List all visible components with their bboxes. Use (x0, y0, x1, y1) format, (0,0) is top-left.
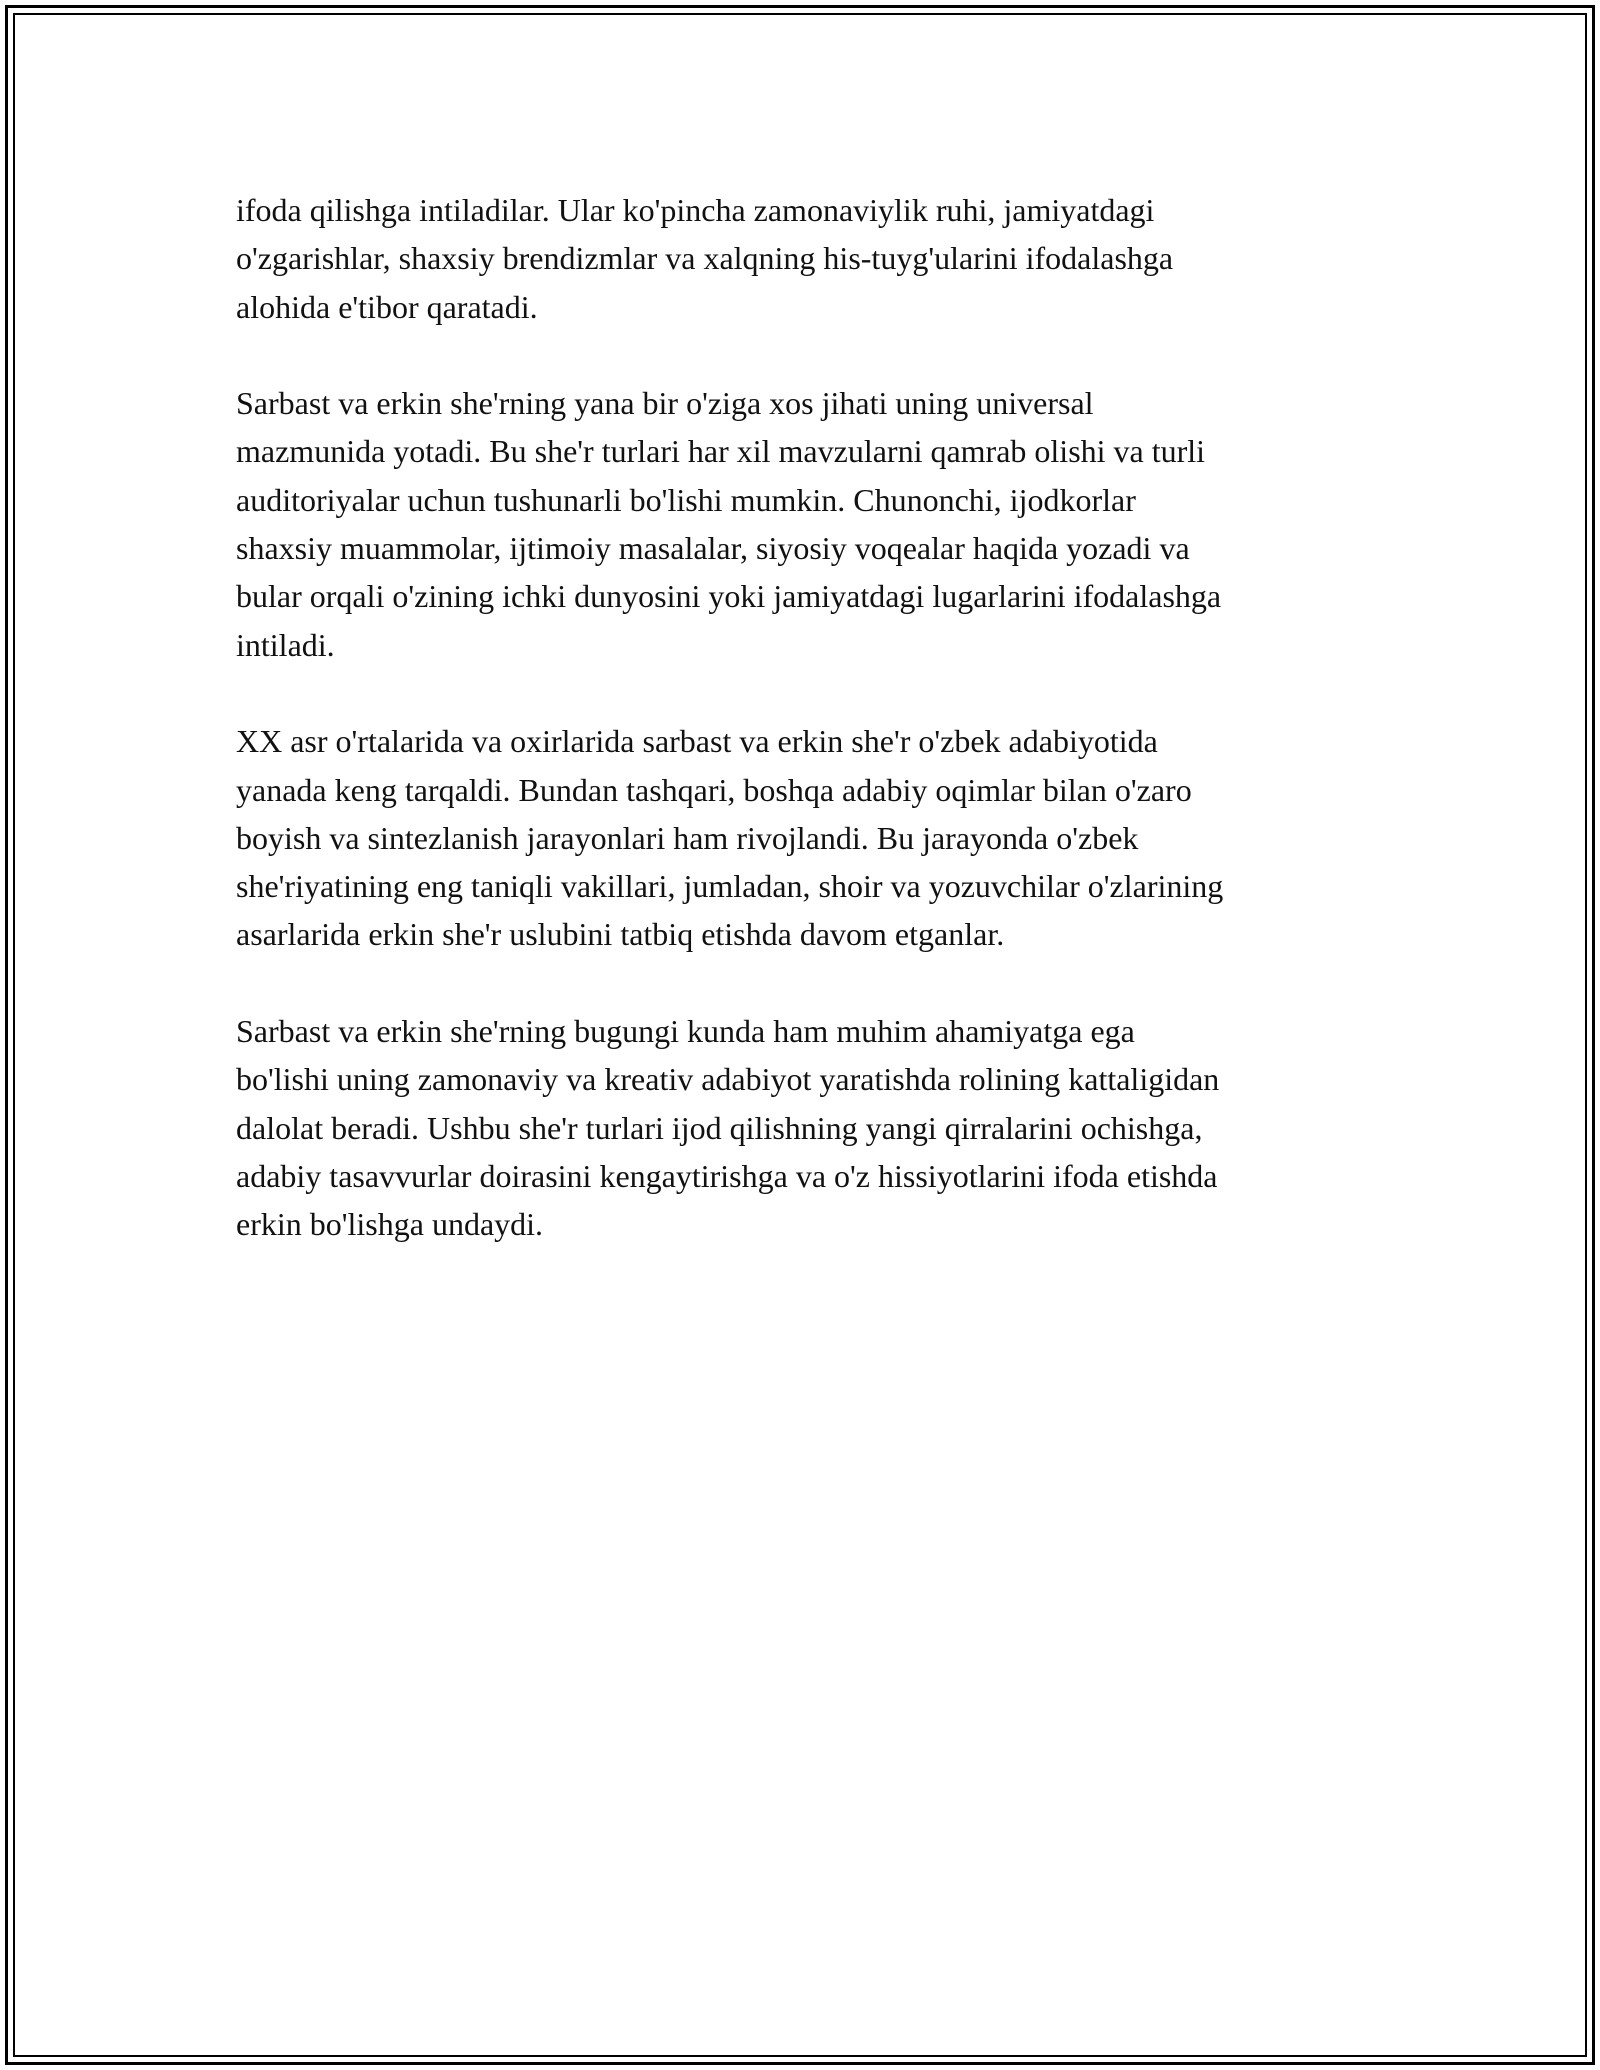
text-line: shaxsiy muammolar, ijtimoiy masalalar, siyosiy voqealar haqida yozadi va (236, 530, 1190, 567)
text-line: Sarbast va erkin she'rning bugungi kunda ham muhim ahamiyatga ega (236, 1013, 1135, 1050)
text-line: yanada keng tarqaldi. Bundan tashqari, boshqa adabiy oqimlar bilan o'zaro (236, 771, 1192, 808)
text-line: bular orqali o'zining ichki dunyosini yoki jamiyatdagi lugarlarini ifodalashga (236, 578, 1222, 615)
text-line: erkin bo'lishga undaydi. (236, 1206, 544, 1243)
text-line: adabiy tasavvurlar doirasini kengaytirishga va o'z hissiyotlarini ifoda etishda (236, 1157, 1218, 1194)
text-line: dalolat beradi. Ushbu she'r turlari ijod qilishning yangi qirralarini ochishga, (236, 1109, 1203, 1146)
text-line: ifoda qilishga intiladilar. Ular ko'pincha zamonaviylik ruhi, jamiyatdagi (236, 192, 1155, 228)
text-line: asarlarida erkin she'r uslubini tatbiq etishda davom etganlar. (236, 916, 1005, 953)
paragraph-3 (236, 717, 1386, 958)
text-line: mazmunida yotadi. Bu she'r turlari har xil mavzularni qamrab olishi va turli (236, 433, 1206, 470)
text-line: intiladi. (236, 626, 335, 663)
text-line: auditoriyalar uchun tushunarli bo'lishi mumkin. Chunonchi, ijodkorlar (236, 481, 1136, 518)
text-line: bo'lishi uning zamonaviy va kreativ adabiyot yaratishda rolining kattaligidan (236, 1061, 1220, 1098)
text-line: alohida e'tibor qaratadi. (236, 288, 538, 325)
paragraph-1 (236, 186, 1386, 331)
text-line: XX asr o'rtalarida va oxirlarida sarbast va erkin she'r o'zbek adabiyotida (236, 723, 1158, 760)
paragraph-2 (236, 379, 1386, 669)
paragraph-4 (236, 1007, 1386, 1248)
text-line: she'riyatining eng taniqli vakillari, jumladan, shoir va yozuvchilar o'zlarining (236, 868, 1224, 905)
text-line: boyish va sintezlanish jarayonlari ham rivojlandi. Bu jarayonda o'zbek (236, 819, 1139, 856)
document-body (236, 186, 1386, 1297)
text-line: o'zgarishlar, shaxsiy brendizmlar va xalqning his-tuyg'ularini ifodalashga (236, 240, 1174, 277)
text-line: Sarbast va erkin she'rning yana bir o'ziga xos jihati uning universal (236, 385, 1094, 422)
